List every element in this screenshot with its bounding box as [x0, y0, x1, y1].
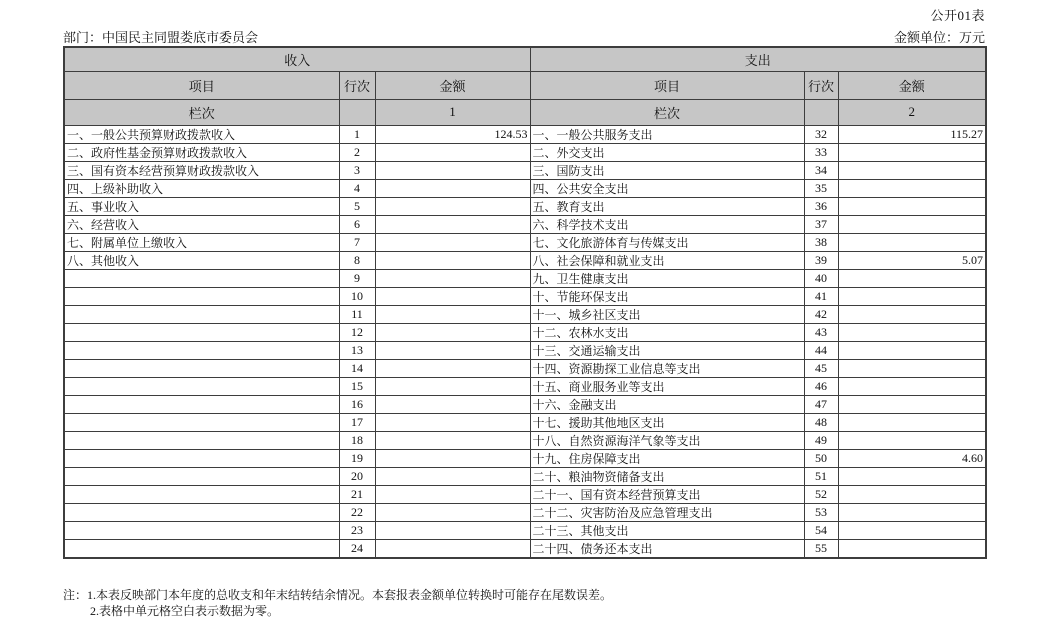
income-amount-cell: [375, 431, 530, 449]
budget-table-header: [64, 47, 986, 125]
income-item-cell: 四、上级补助收入: [64, 179, 339, 197]
expense-line-cell: 52: [804, 485, 838, 503]
table-row: [64, 323, 986, 341]
table-row: [64, 539, 986, 558]
expense-item-cell: 二十三、其他支出: [530, 521, 804, 539]
expense-amount-cell: [838, 161, 986, 179]
table-row: [64, 215, 986, 233]
expense-item-cell: 十、节能环保支出: [530, 287, 804, 305]
expense-item-cell: 十六、金融支出: [530, 395, 804, 413]
income-item-cell: 二、政府性基金预算财政拨款收入: [64, 143, 339, 161]
income-item-cell: 五、事业收入: [64, 197, 339, 215]
expense-amount-cell: [838, 521, 986, 539]
income-line-cell: 23: [339, 521, 375, 539]
income-item-cell: [64, 305, 339, 323]
income-item-cell: [64, 539, 339, 558]
expense-line-cell: 44: [804, 341, 838, 359]
income-amount-column-header: 金额: [375, 71, 530, 99]
expense-amount-cell: [838, 485, 986, 503]
income-line-cell: 18: [339, 431, 375, 449]
income-line-cell: 12: [339, 323, 375, 341]
section-header-row: [64, 47, 986, 71]
income-item-cell: [64, 341, 339, 359]
income-item-cell: [64, 395, 339, 413]
income-line-cell: 20: [339, 467, 375, 485]
income-amount-cell: [375, 233, 530, 251]
expense-item-cell: 二十四、债务还本支出: [530, 539, 804, 558]
expense-item-cell: 五、教育支出: [530, 197, 804, 215]
table-row: [64, 341, 986, 359]
income-amount-cell: [375, 269, 530, 287]
expense-amount-cell: [838, 413, 986, 431]
expense-line-cell: 36: [804, 197, 838, 215]
income-amount-cell: 124.53: [375, 125, 530, 143]
income-item-cell: [64, 449, 339, 467]
expense-line-column-header: 行次: [804, 71, 838, 99]
income-amount-cell: [375, 161, 530, 179]
income-line-cell: 9: [339, 269, 375, 287]
income-line-cell: 10: [339, 287, 375, 305]
income-line-cell: 11: [339, 305, 375, 323]
expense-amount-cell: [838, 269, 986, 287]
income-item-cell: [64, 521, 339, 539]
expense-line-cell: 42: [804, 305, 838, 323]
expense-amount-column-header: 金额: [838, 71, 986, 99]
table-row: [64, 485, 986, 503]
income-amount-cell: [375, 395, 530, 413]
expense-line-cell: 49: [804, 431, 838, 449]
expense-line-cell: 35: [804, 179, 838, 197]
income-index-empty-cell: [339, 99, 375, 125]
income-amount-cell: [375, 323, 530, 341]
table-row: [64, 233, 986, 251]
income-item-cell: [64, 467, 339, 485]
income-line-cell: 4: [339, 179, 375, 197]
income-amount-cell: [375, 197, 530, 215]
income-index-label: 栏次: [64, 99, 339, 125]
expense-amount-cell: [838, 305, 986, 323]
expense-line-cell: 45: [804, 359, 838, 377]
expense-item-cell: 二十、粮油物资储备支出: [530, 467, 804, 485]
expense-amount-cell: [838, 215, 986, 233]
expense-amount-cell: [838, 539, 986, 558]
expense-item-cell: 七、文化旅游体育与传媒支出: [530, 233, 804, 251]
expense-amount-cell: 4.60: [838, 449, 986, 467]
expense-item-cell: 十五、商业服务业等支出: [530, 377, 804, 395]
expense-line-cell: 43: [804, 323, 838, 341]
income-line-cell: 24: [339, 539, 375, 558]
expense-line-cell: 50: [804, 449, 838, 467]
expense-amount-cell: [838, 197, 986, 215]
income-item-cell: [64, 377, 339, 395]
expense-item-cell: 八、社会保障和就业支出: [530, 251, 804, 269]
table-row: [64, 521, 986, 539]
budget-table-body: [64, 125, 986, 558]
table-row: [64, 287, 986, 305]
income-line-cell: 13: [339, 341, 375, 359]
expense-item-cell: 四、公共安全支出: [530, 179, 804, 197]
expense-item-cell: 二、外交支出: [530, 143, 804, 161]
expense-item-cell: 六、科学技术支出: [530, 215, 804, 233]
income-item-cell: [64, 287, 339, 305]
expense-line-cell: 53: [804, 503, 838, 521]
table-row: [64, 377, 986, 395]
income-item-cell: [64, 431, 339, 449]
expense-amount-cell: [838, 431, 986, 449]
expense-line-cell: 33: [804, 143, 838, 161]
income-item-cell: 八、其他收入: [64, 251, 339, 269]
table-row: [64, 467, 986, 485]
income-amount-cell: [375, 359, 530, 377]
expense-amount-cell: [838, 287, 986, 305]
expense-line-cell: 34: [804, 161, 838, 179]
amount-unit-label: 金额单位：万元: [893, 30, 985, 45]
expense-item-column-header: 项目: [530, 71, 804, 99]
expense-amount-cell: [838, 323, 986, 341]
table-row: [64, 395, 986, 413]
expense-amount-cell: 5.07: [838, 251, 986, 269]
column-index-row: [64, 99, 986, 125]
form-number-label: 公开01表: [930, 8, 985, 23]
table-row: [64, 449, 986, 467]
expense-column-index: 2: [838, 99, 986, 125]
expense-line-cell: 47: [804, 395, 838, 413]
expense-item-cell: 十四、资源勘探工业信息等支出: [530, 359, 804, 377]
expense-amount-cell: [838, 233, 986, 251]
income-amount-cell: [375, 215, 530, 233]
expense-amount-cell: [838, 377, 986, 395]
expense-line-cell: 55: [804, 539, 838, 558]
income-line-cell: 1: [339, 125, 375, 143]
table-row: [64, 413, 986, 431]
income-line-cell: 8: [339, 251, 375, 269]
income-amount-cell: [375, 503, 530, 521]
expense-item-cell: 十八、自然资源海洋气象等支出: [530, 431, 804, 449]
expense-section-header: 支出: [530, 47, 986, 71]
expense-amount-cell: [838, 179, 986, 197]
expense-line-cell: 46: [804, 377, 838, 395]
income-amount-cell: [375, 305, 530, 323]
income-line-cell: 6: [339, 215, 375, 233]
income-amount-cell: [375, 413, 530, 431]
income-item-cell: 一、一般公共预算财政拨款收入: [64, 125, 339, 143]
expense-item-cell: 三、国防支出: [530, 161, 804, 179]
income-amount-cell: [375, 143, 530, 161]
expense-index-empty-cell: [804, 99, 838, 125]
expense-item-cell: 一、一般公共服务支出: [530, 125, 804, 143]
income-amount-cell: [375, 341, 530, 359]
income-line-cell: 19: [339, 449, 375, 467]
expense-line-cell: 38: [804, 233, 838, 251]
income-line-column-header: 行次: [339, 71, 375, 99]
note-line-2: 2.表格中单元格空白表示数据为零。: [90, 604, 280, 618]
expense-item-cell: 十三、交通运输支出: [530, 341, 804, 359]
income-item-cell: [64, 269, 339, 287]
income-line-cell: 7: [339, 233, 375, 251]
income-section-header: 收入: [64, 47, 530, 71]
note-line-1: 注：1.本表反映部门本年度的总收支和年末结转结余情况。本套报表金额单位转换时可能存在尾数误差。: [63, 588, 613, 602]
expense-index-label: 栏次: [530, 99, 804, 125]
income-amount-cell: [375, 485, 530, 503]
table-row: [64, 431, 986, 449]
expense-item-cell: 十一、城乡社区支出: [530, 305, 804, 323]
expense-line-cell: 41: [804, 287, 838, 305]
income-line-cell: 16: [339, 395, 375, 413]
table-row: [64, 359, 986, 377]
column-header-row: [64, 71, 986, 99]
expense-amount-cell: [838, 341, 986, 359]
income-amount-cell: [375, 179, 530, 197]
income-amount-cell: [375, 251, 530, 269]
income-amount-cell: [375, 287, 530, 305]
income-line-cell: 14: [339, 359, 375, 377]
income-item-cell: [64, 503, 339, 521]
expense-amount-cell: [838, 467, 986, 485]
income-amount-cell: [375, 539, 530, 558]
expense-line-cell: 37: [804, 215, 838, 233]
expense-line-cell: 32: [804, 125, 838, 143]
income-line-cell: 22: [339, 503, 375, 521]
expense-amount-cell: [838, 503, 986, 521]
budget-table: [63, 46, 987, 559]
table-row: [64, 179, 986, 197]
table-row: [64, 125, 986, 143]
table-row: [64, 251, 986, 269]
income-line-cell: 15: [339, 377, 375, 395]
expense-line-cell: 54: [804, 521, 838, 539]
expense-line-cell: 51: [804, 467, 838, 485]
income-amount-cell: [375, 467, 530, 485]
income-amount-cell: [375, 377, 530, 395]
table-row: [64, 161, 986, 179]
table-notes: [63, 587, 612, 619]
expense-item-cell: 二十一、国有资本经营预算支出: [530, 485, 804, 503]
expense-amount-cell: [838, 143, 986, 161]
income-item-cell: 七、附属单位上缴收入: [64, 233, 339, 251]
income-item-cell: [64, 413, 339, 431]
income-line-cell: 21: [339, 485, 375, 503]
income-item-cell: 六、经营收入: [64, 215, 339, 233]
expense-item-cell: 十二、农林水支出: [530, 323, 804, 341]
income-line-cell: 17: [339, 413, 375, 431]
income-amount-cell: [375, 521, 530, 539]
income-column-index: 1: [375, 99, 530, 125]
expense-item-cell: 十九、住房保障支出: [530, 449, 804, 467]
table-row: [64, 503, 986, 521]
table-row: [64, 197, 986, 215]
income-amount-cell: [375, 449, 530, 467]
table-meta-row: [63, 27, 985, 46]
expense-item-cell: 二十二、灾害防治及应急管理支出: [530, 503, 804, 521]
department-label: 部门：中国民主同盟娄底市委员会: [63, 30, 259, 45]
table-row: [64, 269, 986, 287]
expense-item-cell: 九、卫生健康支出: [530, 269, 804, 287]
expense-line-cell: 39: [804, 251, 838, 269]
income-item-cell: [64, 323, 339, 341]
income-item-column-header: 项目: [64, 71, 339, 99]
expense-line-cell: 48: [804, 413, 838, 431]
expense-amount-cell: [838, 359, 986, 377]
expense-line-cell: 40: [804, 269, 838, 287]
income-item-cell: [64, 359, 339, 377]
income-line-cell: 2: [339, 143, 375, 161]
expense-amount-cell: 115.27: [838, 125, 986, 143]
income-line-cell: 5: [339, 197, 375, 215]
expense-amount-cell: [838, 395, 986, 413]
table-row: [64, 143, 986, 161]
income-line-cell: 3: [339, 161, 375, 179]
income-item-cell: 三、国有资本经营预算财政拨款收入: [64, 161, 339, 179]
table-row: [64, 305, 986, 323]
expense-item-cell: 十七、援助其他地区支出: [530, 413, 804, 431]
income-item-cell: [64, 485, 339, 503]
